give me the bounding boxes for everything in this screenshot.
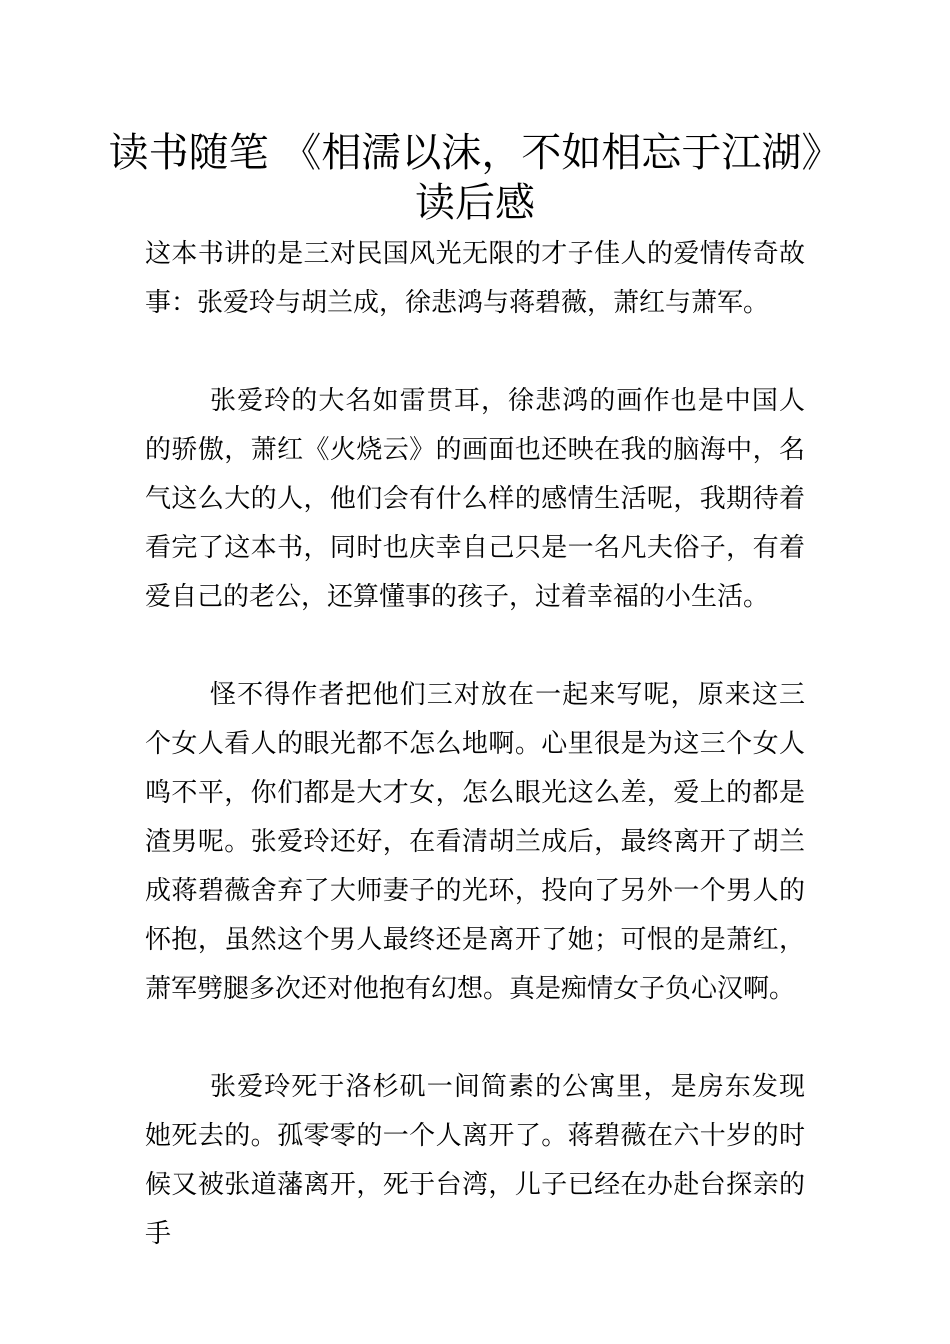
paragraph-spacer bbox=[145, 1014, 805, 1063]
document-title: 读书随笔 《相濡以沫，不如相忘于江湖》读后感 bbox=[108, 130, 842, 226]
paragraph-fame: 张爱玲的大名如雷贯耳，徐悲鸿的画作也是中国人的骄傲，萧红《火烧云》的画面也还映在我的脑海中，名气这么大的人，他们会有什么样的感情生活呢，我期待着看完了这本书，同时也庆幸自己只是一名凡夫俗子，有着爱自己的老公，还算懂事的孩子，过着幸福的小生活。 bbox=[145, 386, 805, 612]
document-body bbox=[145, 230, 805, 1259]
paragraph-spacer bbox=[145, 622, 805, 671]
paragraph-endings: 张爱玲死于洛杉矶一间简素的公寓里，是房东发现她死去的。孤零零的一个人离开了。蒋碧薇在六十岁的时候又被张道藩离开，死于台湾，儿子已经在办赴台探亲的手 bbox=[145, 1072, 805, 1249]
paragraph-spacer bbox=[145, 328, 805, 377]
paragraph-intro: 这本书讲的是三对民国风光无限的才子佳人的爱情传奇故事：张爱玲与胡兰成，徐悲鸿与蒋碧薇，萧红与萧军。 bbox=[145, 239, 805, 318]
paragraph-judgement: 怪不得作者把他们三对放在一起来写呢，原来这三个女人看人的眼光都不怎么地啊。心里很是为这三个女人鸣不平，你们都是大才女，怎么眼光这么差，爱上的都是渣男呢。张爱玲还好，在看清胡兰成后，最终离开了胡兰成蒋碧薇舍弃了大师妻子的光环，投向了另外一个男人的怀抱，虽然这个男人最终还是离开了她；可恨的是萧红，萧军劈腿多次还对他抱有幻想。真是痴情女子负心汉啊。 bbox=[145, 680, 805, 1004]
